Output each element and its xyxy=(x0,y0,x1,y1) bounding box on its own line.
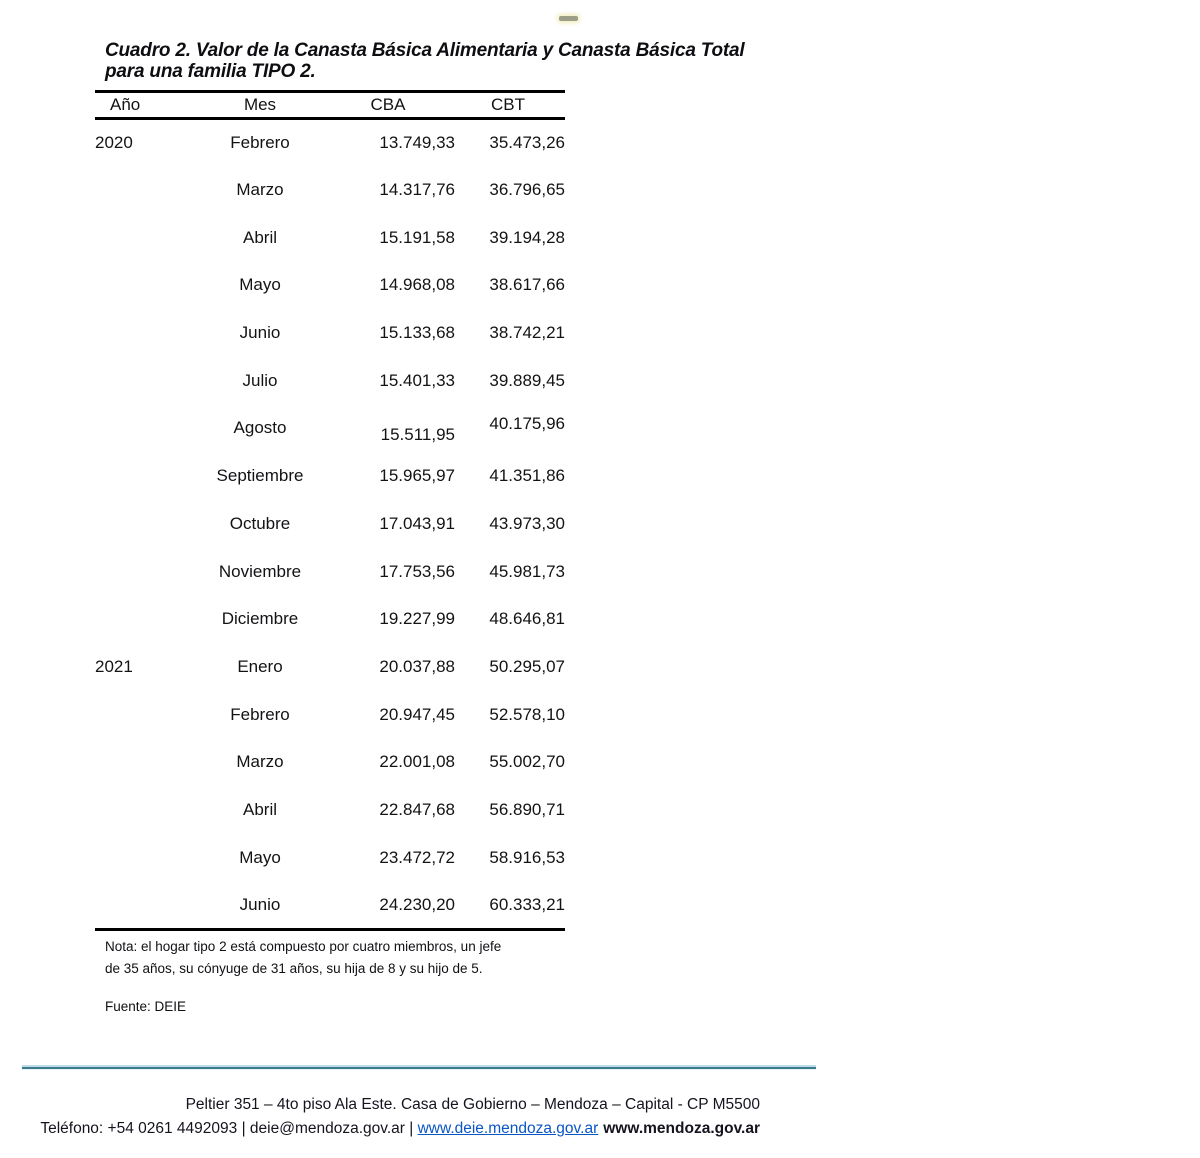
cbt-value: 56.890,71 xyxy=(489,799,565,819)
table-row xyxy=(95,405,565,453)
smudge-artifact xyxy=(559,16,578,21)
month-value: Enero xyxy=(237,656,283,676)
cbt-value: 39.889,45 xyxy=(489,370,565,390)
month-cell xyxy=(185,691,335,739)
table-row xyxy=(95,643,565,691)
month-cell xyxy=(185,452,335,500)
title-line-2: para una familia TIPO 2. xyxy=(105,61,316,82)
month-value: Abril xyxy=(242,799,277,819)
month-cell xyxy=(185,500,335,548)
cbt-value: 50.295,07 xyxy=(489,656,565,676)
cba-value: 14.317,76 xyxy=(379,180,455,200)
table-row xyxy=(95,834,565,882)
note-line-2: de 35 años, su cónyuge de 31 años, su hija de 8 y su hijo de 5. xyxy=(105,961,483,976)
table-row xyxy=(95,500,565,548)
month-cell xyxy=(185,786,335,834)
column-header-label: CBA xyxy=(370,95,406,114)
month-cell xyxy=(185,595,335,643)
cba-cell xyxy=(335,405,455,453)
cba-cell xyxy=(335,548,455,596)
cba-value: 22.847,68 xyxy=(379,799,455,819)
cba-cell xyxy=(335,166,455,214)
month-value: Septiembre xyxy=(216,466,304,486)
month-cell xyxy=(185,548,335,596)
page-footer xyxy=(0,1093,760,1141)
cba-value: 15.511,95 xyxy=(380,425,455,445)
cba-value: 20.947,45 xyxy=(379,704,455,724)
cba-value: 17.753,56 xyxy=(379,561,455,581)
month-value: Mayo xyxy=(239,847,281,867)
cbt-cell xyxy=(455,548,565,596)
year-cell xyxy=(95,786,185,834)
header-row xyxy=(95,92,565,119)
cba-cell xyxy=(335,595,455,643)
cbt-cell xyxy=(455,595,565,643)
cbt-cell xyxy=(455,500,565,548)
month-value: Noviembre xyxy=(218,561,302,581)
cba-value: 15.191,58 xyxy=(379,227,455,247)
month-value: Marzo xyxy=(236,752,284,772)
month-value: Marzo xyxy=(236,180,284,200)
month-cell xyxy=(185,405,335,453)
cba-value: 22.001,08 xyxy=(379,752,455,772)
cba-cell xyxy=(335,643,455,691)
year-value: 2020 xyxy=(95,133,133,153)
month-value: Julio xyxy=(242,370,278,390)
footer-site-bold: www.mendoza.gov.ar xyxy=(603,1120,760,1137)
cbt-cell xyxy=(455,643,565,691)
column-header-label: Año xyxy=(110,95,141,114)
month-value: Agosto xyxy=(233,418,287,438)
cbt-value: 55.002,70 xyxy=(489,752,565,772)
cbt-cell xyxy=(455,309,565,357)
year-cell xyxy=(95,738,185,786)
month-cell xyxy=(185,834,335,882)
cbt-cell xyxy=(455,357,565,405)
month-value: Junio xyxy=(239,323,281,343)
cbt-value: 52.578,10 xyxy=(489,704,565,724)
cbt-cell xyxy=(455,405,565,453)
year-cell xyxy=(95,262,185,310)
footer-contact-text: Teléfono: +54 0261 4492093 | deie@mendoza.gov.ar | xyxy=(40,1120,418,1137)
footer-divider xyxy=(22,1065,816,1070)
year-value: 2021 xyxy=(95,656,133,676)
month-cell xyxy=(185,262,335,310)
cbt-cell xyxy=(455,786,565,834)
cba-value: 20.037,88 xyxy=(379,656,455,676)
column-header-mes xyxy=(185,92,335,119)
column-header-ano xyxy=(95,92,185,119)
cba-cell xyxy=(335,262,455,310)
year-cell xyxy=(95,834,185,882)
note-line-1: Nota: el hogar tipo 2 está compuesto por cuatro miembros, un jefe xyxy=(105,939,502,954)
table-title xyxy=(105,40,744,82)
cbt-value: 58.916,53 xyxy=(489,847,565,867)
cba-cell xyxy=(335,738,455,786)
table-row xyxy=(95,738,565,786)
table-row xyxy=(95,691,565,739)
cbt-value: 36.796,65 xyxy=(489,180,565,200)
cba-value: 15.401,33 xyxy=(379,370,455,390)
month-cell xyxy=(185,214,335,262)
table-row xyxy=(95,595,565,643)
table-body xyxy=(95,119,565,930)
cba-cell xyxy=(335,691,455,739)
cba-value: 15.965,97 xyxy=(379,466,455,486)
month-value: Mayo xyxy=(239,275,281,295)
table-row xyxy=(95,262,565,310)
table-row xyxy=(95,357,565,405)
cba-cell xyxy=(335,452,455,500)
month-value: Febrero xyxy=(230,704,290,724)
cba-value: 15.133,68 xyxy=(379,323,455,343)
cba-value: 19.227,99 xyxy=(379,609,455,629)
month-value: Abril xyxy=(242,227,277,247)
year-cell xyxy=(95,595,185,643)
footer-contact xyxy=(0,1117,760,1141)
table-header xyxy=(95,92,565,119)
cbt-cell xyxy=(455,119,565,167)
table-row xyxy=(95,882,565,930)
month-cell xyxy=(185,643,335,691)
cba-cell xyxy=(335,214,455,262)
cbt-cell xyxy=(455,834,565,882)
year-cell xyxy=(95,882,185,930)
cbt-cell xyxy=(455,214,565,262)
table-row xyxy=(95,166,565,214)
table-row xyxy=(95,119,565,167)
cba-cell xyxy=(335,882,455,930)
cbt-value: 45.981,73 xyxy=(489,561,565,581)
year-cell xyxy=(95,309,185,357)
cbt-cell xyxy=(455,452,565,500)
table-row xyxy=(95,214,565,262)
cbt-cell xyxy=(455,738,565,786)
month-cell xyxy=(185,882,335,930)
table-row xyxy=(95,309,565,357)
column-header-label: Mes xyxy=(243,95,277,114)
canasta-table xyxy=(95,90,565,931)
cba-cell xyxy=(335,309,455,357)
year-cell xyxy=(95,214,185,262)
cba-value: 14.968,08 xyxy=(379,275,455,295)
cba-cell xyxy=(335,357,455,405)
year-cell xyxy=(95,548,185,596)
year-cell xyxy=(95,405,185,453)
month-value: Junio xyxy=(239,894,281,914)
month-value: Febrero xyxy=(230,133,290,153)
column-header-cbt xyxy=(455,92,565,119)
cbt-value: 39.194,28 xyxy=(489,227,565,247)
year-cell xyxy=(95,452,185,500)
cbt-value: 40.175,96 xyxy=(489,414,565,434)
cbt-value: 38.742,21 xyxy=(489,323,565,343)
cbt-value: 41.351,86 xyxy=(489,466,565,486)
year-cell xyxy=(95,643,185,691)
cba-value: 17.043,91 xyxy=(379,513,455,533)
cba-cell xyxy=(335,500,455,548)
cba-cell xyxy=(335,119,455,167)
cbt-value: 60.333,21 xyxy=(489,894,565,914)
year-cell xyxy=(95,119,185,167)
footer-address: Peltier 351 – 4to piso Ala Este. Casa de Gobierno – Mendoza – Capital - CP M5500 xyxy=(185,1096,760,1113)
month-cell xyxy=(185,166,335,214)
month-value: Octubre xyxy=(229,513,291,533)
column-header-label: CBT xyxy=(491,95,525,114)
cbt-cell xyxy=(455,882,565,930)
month-cell xyxy=(185,738,335,786)
cbt-value: 48.646,81 xyxy=(489,609,565,629)
cbt-value: 35.473,26 xyxy=(489,133,565,153)
year-cell xyxy=(95,166,185,214)
cba-cell xyxy=(335,786,455,834)
cbt-cell xyxy=(455,166,565,214)
table-row xyxy=(95,452,565,500)
cbt-value: 38.617,66 xyxy=(489,275,565,295)
table-row xyxy=(95,786,565,834)
year-cell xyxy=(95,357,185,405)
deie-link[interactable]: www.deie.mendoza.gov.ar xyxy=(417,1120,599,1137)
cbt-value: 43.973,30 xyxy=(489,513,565,533)
year-cell xyxy=(95,500,185,548)
table-row xyxy=(95,548,565,596)
column-header-cba xyxy=(335,92,455,119)
title-line-1: Cuadro 2. Valor de la Canasta Básica Alimentaria y Canasta Básica Total xyxy=(105,40,745,61)
table-note xyxy=(105,936,501,980)
month-value: Diciembre xyxy=(221,609,299,629)
cba-value: 23.472,72 xyxy=(379,847,455,867)
month-cell xyxy=(185,357,335,405)
cba-value: 13.749,33 xyxy=(379,133,455,153)
cbt-cell xyxy=(455,262,565,310)
month-cell xyxy=(185,309,335,357)
year-cell xyxy=(95,691,185,739)
cba-cell xyxy=(335,834,455,882)
cbt-cell xyxy=(455,691,565,739)
source-note: Fuente: DEIE xyxy=(105,999,187,1014)
cba-value: 24.230,20 xyxy=(379,894,455,914)
month-cell xyxy=(185,119,335,167)
